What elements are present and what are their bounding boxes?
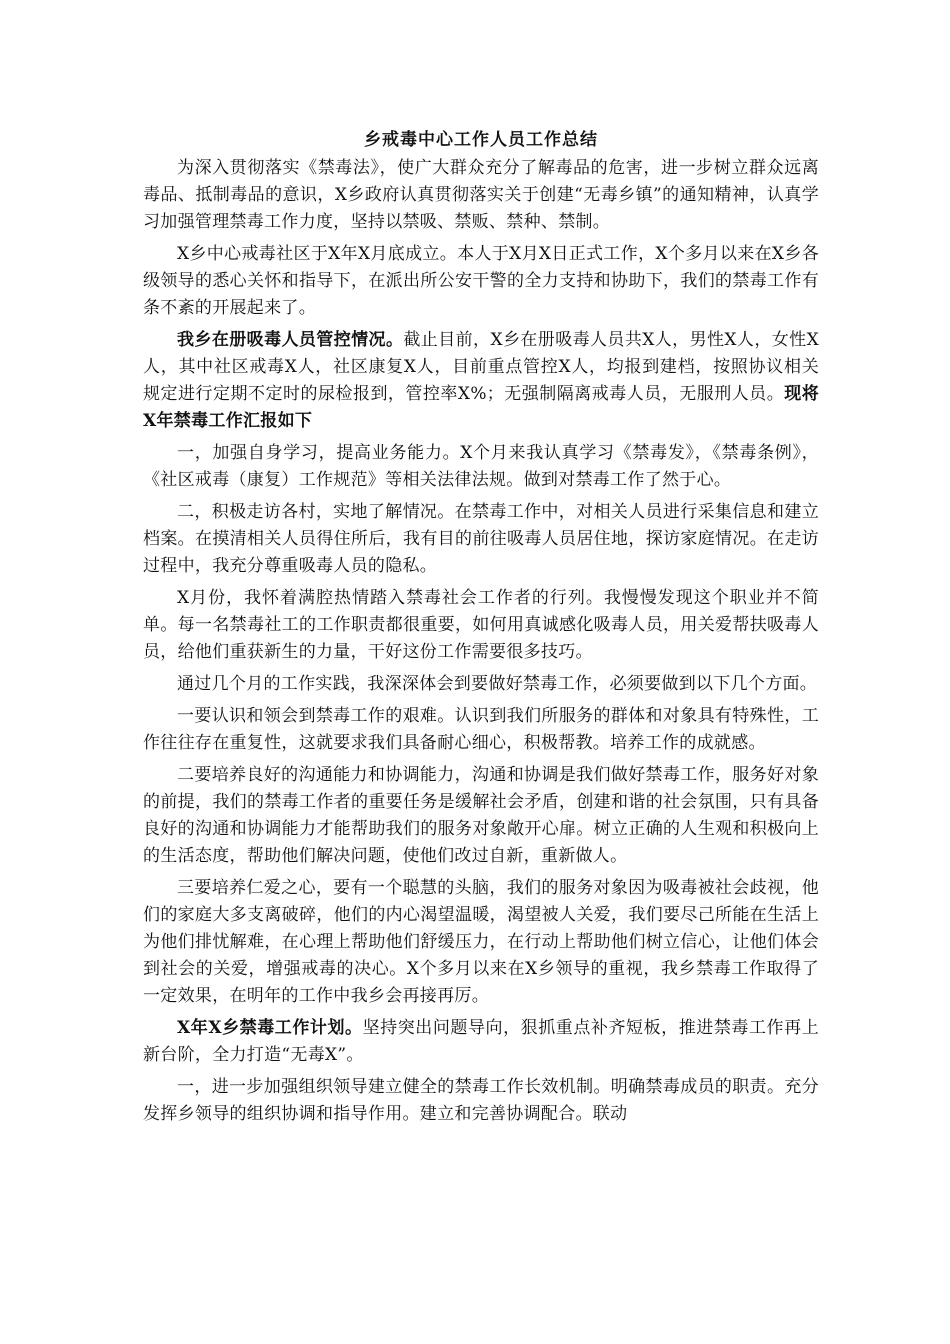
paragraph-12 <box>143 1074 819 1128</box>
paragraph-11 <box>143 1015 819 1069</box>
paragraph-6 <box>143 585 819 666</box>
section-heading: X年X乡禁毒工作计划。 <box>177 1018 363 1038</box>
paragraph-text: X月份，我怀着满腔热情踏入禁毒社会工作者的行列。我慢慢发现这个职业并不简单。每一名禁毒社工的工作职责都很重要，如何用真诚感化吸毒人员，用关爱帮扶吸毒人员，给他们重获新生的力量，干好这份工作需要很多技巧。 <box>143 588 819 662</box>
paragraph-3 <box>143 327 819 435</box>
paragraph-text: 二，积极走访各村，实地了解情况。在禁毒工作中，对相关人员进行采集信息和建立档案。在摸清相关人员得住所后，我有目的前往吸毒人员居住地，探访家庭情况。在走访过程中，我充分尊重吸毒人员的隐私。 <box>143 502 819 576</box>
paragraph-text: 通过几个月的工作实践，我深深体会到要做好禁毒工作，必须要做到以下几个方面。 <box>177 674 818 694</box>
paragraph-2 <box>143 241 819 322</box>
paragraph-text: 坚持突出问题导向，狠抓重点补齐短板，推进禁毒工作再上新台阶，全力打造“无毒X”。 <box>143 1018 819 1065</box>
paragraph-5 <box>143 499 819 580</box>
document-title: 乡戒毒中心工作人员工作总结 <box>364 130 598 150</box>
section-heading-tail: 现将X年禁毒工作汇报如下 <box>143 384 819 431</box>
paragraph-text: 三要培养仁爱之心，要有一个聪慧的头脑，我们的服务对象因为吸毒被社会歧视，他们的家庭大多支离破碎，他们的内心渴望温暖，渴望被人关爱，我们要尽己所能在生活上为他们排忧解难，在心理上帮助他们舒缓压力，在行动上帮助他们树立信心，让他们体会到社会的关爱，增强戒毒的决心。X个多月以来在X乡领导的重视，我乡禁毒工作取得了一定效果，在明年的工作中我乡会再接再厉。 <box>143 878 819 1006</box>
document-body <box>143 125 819 1133</box>
paragraph-text: 截止目前，X乡在册吸毒人员共X人，男性X人，女性X人，其中社区戒毒X人，社区康复X人，目前重点管控X人，均报到建档，按照协议相关规定进行定期不定时的尿检报到，管控率X%；无强制隔离戒毒人员，无服刑人员。 <box>143 330 819 404</box>
paragraph-10 <box>143 875 819 1010</box>
paragraph-text: 一，加强自身学习，提高业务能力。X个月来我认真学习《禁毒发》，《禁毒条例》，《社区戒毒（康复）工作规范》等相关法律法规。做到对禁毒工作了然于心。 <box>143 443 819 490</box>
paragraph-text: 一要认识和领会到禁毒工作的艰难。认识到我们所服务的群体和对象具有特殊性，工作往往存在重复性，这就要求我们具备耐心细心，积极帮教。培养工作的成就感。 <box>143 706 819 753</box>
paragraph-8 <box>143 703 819 757</box>
paragraph-7 <box>143 671 819 698</box>
paragraph-text: 二要培养良好的沟通能力和协调能力，沟通和协调是我们做好禁毒工作，服务好对象的前提，我们的禁毒工作者的重要任务是缓解社会矛盾，创建和谐的社会氛围，只有具备良好的沟通和协调能力才能帮助我们的服务对象敞开心扉。树立正确的人生观和积极向上的生活态度，帮助他们解决问题，使他们改过自新，重新做人。 <box>143 765 819 866</box>
paragraph-4 <box>143 440 819 494</box>
paragraph-1 <box>143 155 819 236</box>
section-heading: 我乡在册吸毒人员管控情况。 <box>177 330 404 350</box>
paragraph-text: 一，进一步加强组织领导建立健全的禁毒工作长效机制。明确禁毒成员的职责。充分发挥乡领导的组织协调和指导作用。建立和完善协调配合。联动 <box>143 1077 819 1124</box>
paragraph-text: X乡中心戒毒社区于X年X月底成立。本人于X月X日正式工作，X个多月以来在X乡各级领导的悉心关怀和指导下，在派出所公安干警的全力支持和协助下，我们的禁毒工作有条不紊的开展起来了。 <box>143 244 819 318</box>
paragraph-text: 为深入贯彻落实《禁毒法》，使广大群众充分了解毒品的危害，进一步树立群众远离毒品、抵制毒品的意识，X乡政府认真贯彻落实关于创建“无毒乡镇”的通知精神，认真学习加强管理禁毒工作力度，坚持以禁吸、禁贩、禁种、禁制。 <box>143 158 819 232</box>
paragraph-9 <box>143 762 819 870</box>
